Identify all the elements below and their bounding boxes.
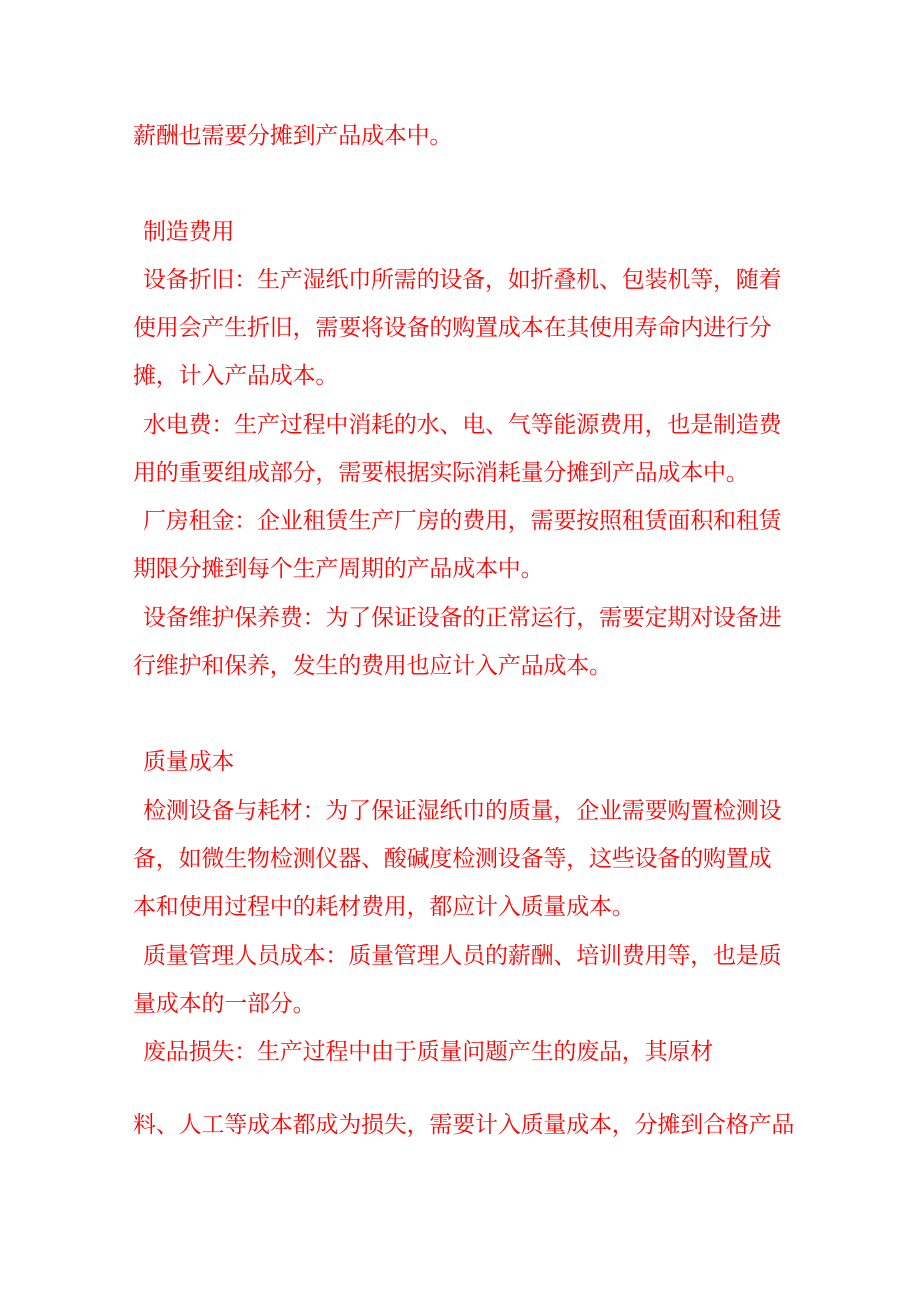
paragraph-line: 备，如微生物检测仪器、酸碱度检测设备等，这些设备的购置成 (133, 846, 772, 872)
paragraph-line: 设备维护保养费：为了保证设备的正常运行，需要定期对设备进 (143, 605, 782, 631)
paragraph-line: 料、人工等成本都成为损失，需要计入质量成本，分摊到合格产品 (133, 1112, 795, 1138)
paragraph-line: 量成本的一部分。 (133, 991, 316, 1017)
paragraph-line: 质量管理人员成本：质量管理人员的薪酬、培训费用等，也是质 (143, 943, 782, 969)
paragraph-line: 设备折旧：生产湿纸巾所需的设备，如折叠机、包装机等，随着 (143, 267, 782, 293)
paragraph-line: 厂房租金：企业租赁生产厂房的费用，需要按照租赁面积和租赁 (143, 508, 782, 534)
paragraph-line: 用的重要组成部分，需要根据实际消耗量分摊到产品成本中。 (133, 460, 749, 486)
paragraph-line: 检测设备与耗材：为了保证湿纸巾的质量，企业需要购置检测设 (143, 798, 782, 824)
paragraph-line: 期限分摊到每个生产周期的产品成本中。 (133, 556, 544, 582)
paragraph-line: 行维护和保养，发生的费用也应计入产品成本。 (133, 653, 612, 679)
section-heading-manufacturing: 制造费用 (143, 219, 235, 245)
paragraph-line: 摊，计入产品成本。 (133, 363, 339, 389)
section-heading-quality: 质量成本 (143, 749, 235, 775)
paragraph-line: 使用会产生折旧，需要将设备的购置成本在其使用寿命内进行分 (133, 315, 772, 341)
paragraph-line: 废品损失：生产过程中由于质量问题产生的废品，其原材 (143, 1039, 714, 1065)
paragraph-line: 本和使用过程中的耗材费用，都应计入质量成本。 (133, 894, 635, 920)
paragraph-line: 薪酬也需要分摊到产品成本中。 (133, 123, 453, 149)
paragraph-line: 水电费：生产过程中消耗的水、电、气等能源费用，也是制造费 (143, 412, 782, 438)
